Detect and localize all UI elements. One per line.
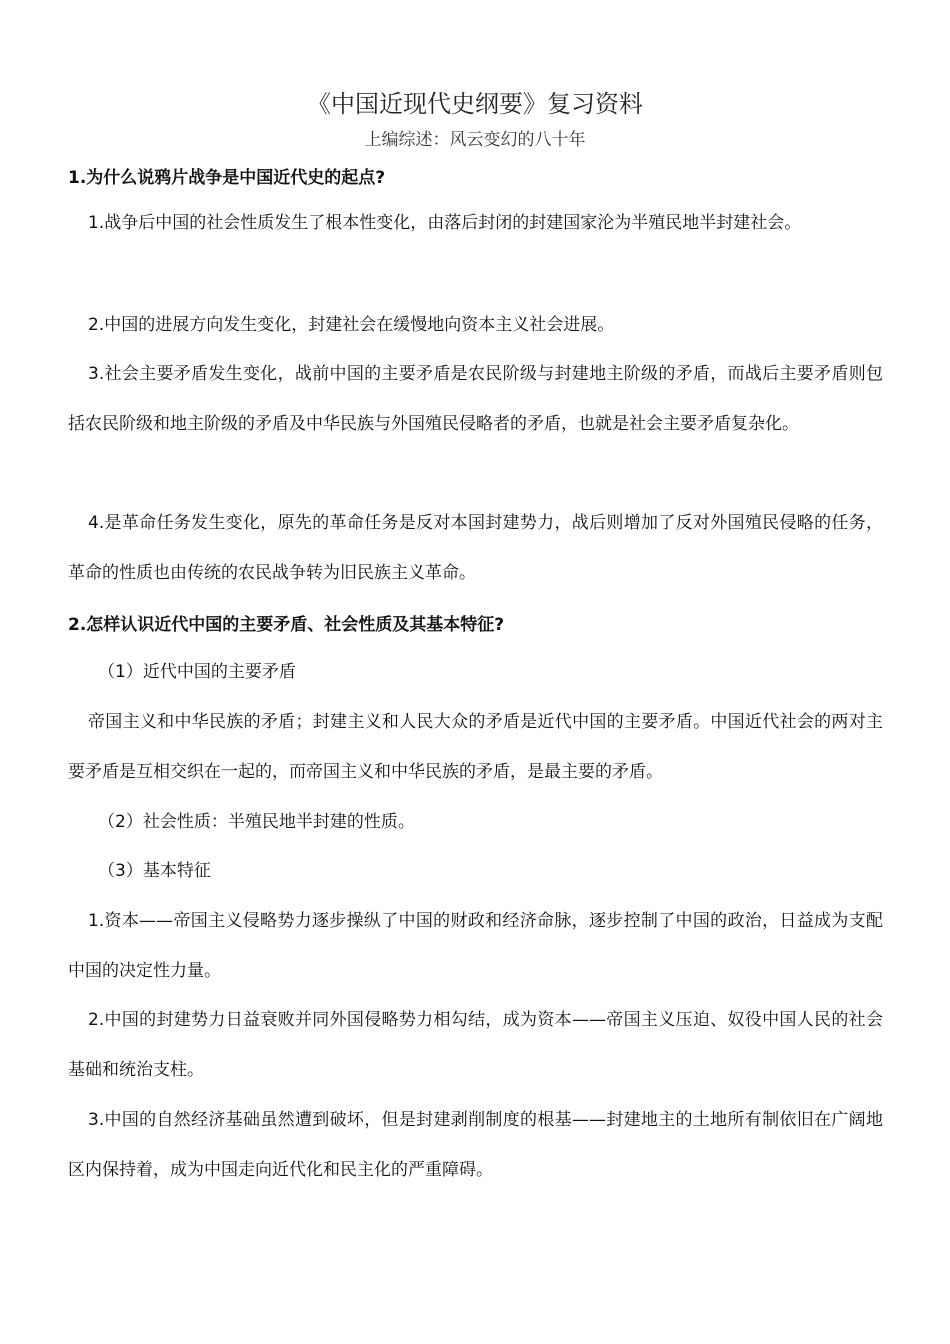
q2-feature-3: 3.中国的自然经济基础虽然遭到破坏，但是封建剥削制度的根基——封建地主的土地所有制依旧在广阔地区内保持着，成为中国走向近代化和民主化的严重障碍。 xyxy=(68,1110,883,1180)
document-subtitle: 上编综述：风云变幻的八十年 xyxy=(364,130,586,150)
q1-paragraph-1: 1.战争后中国的社会性质发生了根本性变化，由落后封闭的封建国家沦为半殖民地半封建社会。 xyxy=(88,213,802,233)
question-2-heading: 2.怎样认识近代中国的主要矛盾、社会性质及其基本特征? xyxy=(68,615,505,635)
q2-feature-2: 2.中国的封建势力日益衰败并同外国侵略势力相勾结，成为资本——帝国主义压迫、奴役中国人民的社会基础和统治支柱。 xyxy=(68,1010,883,1080)
q2-feature-1: 1.资本——帝国主义侵略势力逐步操纵了中国的财政和经济命脉，逐步控制了中国的政治，日益成为支配中国的决定性力量。 xyxy=(68,911,883,981)
q2-subheading-2: （2）社会性质：半殖民地半封建的性质。 xyxy=(98,812,415,832)
q2-subheading-3: （3）基本特征 xyxy=(98,861,211,881)
q1-paragraph-3: 3.社会主要矛盾发生变化，战前中国的主要矛盾是农民阶级与封建地主阶级的矛盾，而战后主要矛盾则包括农民阶级和地主阶级的矛盾及中华民族与外国殖民侵略者的矛盾，也就是社会主要矛盾复杂化。 xyxy=(68,364,883,434)
question-1-heading: 1.为什么说鸦片战争是中国近代史的起点? xyxy=(68,168,386,188)
q1-paragraph-4: 4.是革命任务发生变化，原先的革命任务是反对本国封建势力，战后则增加了反对外国殖民侵略的任务，革命的性质也由传统的农民战争转为旧民族主义革命。 xyxy=(68,513,883,583)
q1-paragraph-2: 2.中国的进展方向发生变化，封建社会在缓慢地向资本主义社会进展。 xyxy=(88,315,615,335)
q2-paragraph-1: 帝国主义和中华民族的矛盾；封建主义和人民大众的矛盾是近代中国的主要矛盾。中国近代社会的两对主要矛盾是互相交织在一起的，而帝国主义和中华民族的矛盾，是最主要的矛盾。 xyxy=(68,712,883,782)
q2-subheading-1: （1）近代中国的主要矛盾 xyxy=(98,662,296,682)
document-title: 《中国近现代史纲要》复习资料 xyxy=(307,90,643,118)
